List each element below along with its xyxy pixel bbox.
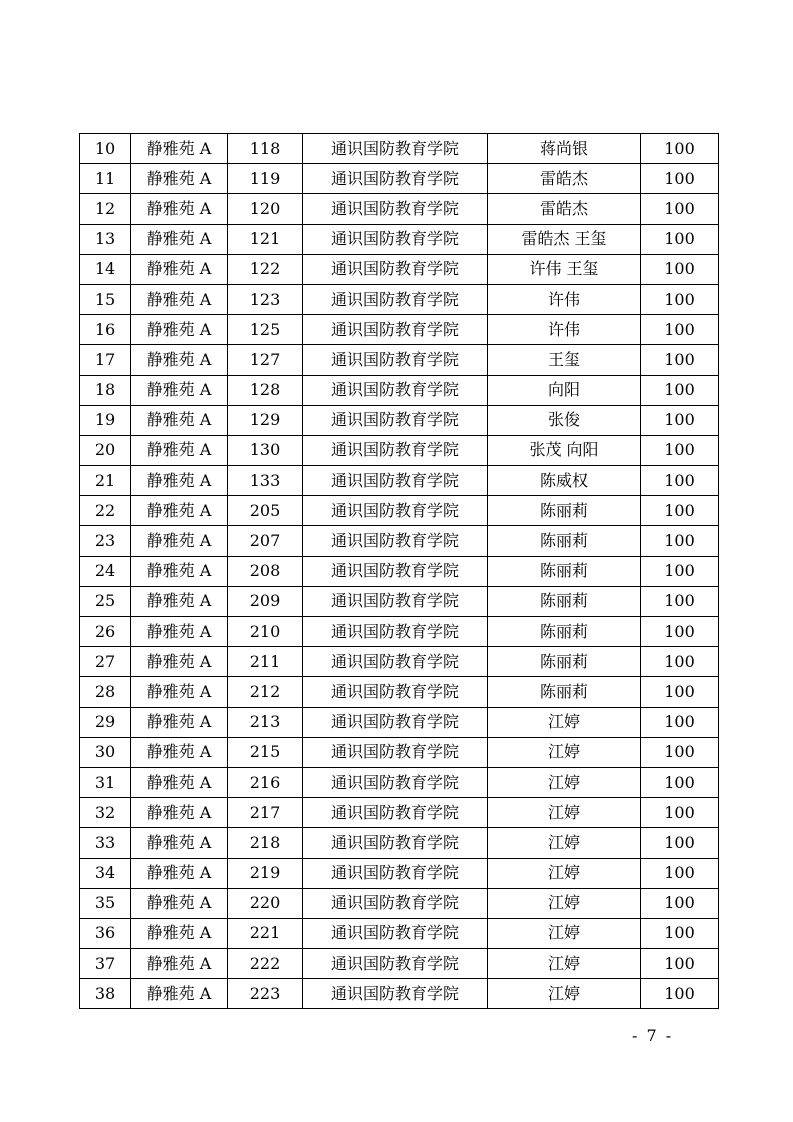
- row-index-cell: 19: [80, 405, 131, 435]
- counselor-cell: 江婷: [488, 707, 641, 737]
- room-number-cell: 211: [228, 647, 303, 677]
- score-cell: 100: [641, 979, 719, 1009]
- building-cell: 静雅苑 A: [131, 828, 228, 858]
- score-cell: 100: [641, 194, 719, 224]
- building-cell: 静雅苑 A: [131, 345, 228, 375]
- room-number-cell: 129: [228, 405, 303, 435]
- college-cell: 通识国防教育学院: [303, 918, 488, 948]
- row-index-cell: 35: [80, 888, 131, 918]
- room-number-cell: 223: [228, 979, 303, 1009]
- college-cell: 通识国防教育学院: [303, 345, 488, 375]
- score-cell: 100: [641, 315, 719, 345]
- college-cell: 通识国防教育学院: [303, 284, 488, 314]
- room-number-cell: 217: [228, 798, 303, 828]
- table-row: [80, 586, 719, 616]
- college-cell: 通识国防教育学院: [303, 466, 488, 496]
- table-row: [80, 888, 719, 918]
- table-row: [80, 134, 719, 164]
- row-index-cell: 37: [80, 949, 131, 979]
- college-cell: 通识国防教育学院: [303, 556, 488, 586]
- building-cell: 静雅苑 A: [131, 707, 228, 737]
- building-cell: 静雅苑 A: [131, 194, 228, 224]
- college-cell: 通识国防教育学院: [303, 375, 488, 405]
- college-cell: 通识国防教育学院: [303, 858, 488, 888]
- building-cell: 静雅苑 A: [131, 888, 228, 918]
- room-number-cell: 221: [228, 918, 303, 948]
- table-row: [80, 254, 719, 284]
- counselor-cell: 雷皓杰: [488, 194, 641, 224]
- counselor-cell: 陈威权: [488, 466, 641, 496]
- counselor-cell: 王玺: [488, 345, 641, 375]
- score-cell: 100: [641, 224, 719, 254]
- counselor-cell: 许伟: [488, 315, 641, 345]
- building-cell: 静雅苑 A: [131, 254, 228, 284]
- table-row: [80, 315, 719, 345]
- building-cell: 静雅苑 A: [131, 767, 228, 797]
- counselor-cell: 向阳: [488, 375, 641, 405]
- table-row: [80, 737, 719, 767]
- college-cell: 通识国防教育学院: [303, 194, 488, 224]
- counselor-cell: 江婷: [488, 828, 641, 858]
- building-cell: 静雅苑 A: [131, 918, 228, 948]
- room-number-cell: 218: [228, 828, 303, 858]
- score-cell: 100: [641, 888, 719, 918]
- row-index-cell: 17: [80, 345, 131, 375]
- row-index-cell: 31: [80, 767, 131, 797]
- college-cell: 通识国防教育学院: [303, 737, 488, 767]
- college-cell: 通识国防教育学院: [303, 526, 488, 556]
- score-cell: 100: [641, 435, 719, 465]
- score-cell: 100: [641, 677, 719, 707]
- score-cell: 100: [641, 586, 719, 616]
- row-index-cell: 12: [80, 194, 131, 224]
- building-cell: 静雅苑 A: [131, 284, 228, 314]
- table-row: [80, 375, 719, 405]
- building-cell: 静雅苑 A: [131, 405, 228, 435]
- table-row: [80, 647, 719, 677]
- counselor-cell: 江婷: [488, 979, 641, 1009]
- row-index-cell: 14: [80, 254, 131, 284]
- college-cell: 通识国防教育学院: [303, 164, 488, 194]
- room-number-cell: 220: [228, 888, 303, 918]
- score-cell: 100: [641, 496, 719, 526]
- building-cell: 静雅苑 A: [131, 315, 228, 345]
- college-cell: 通识国防教育学院: [303, 224, 488, 254]
- room-number-cell: 210: [228, 617, 303, 647]
- college-cell: 通识国防教育学院: [303, 496, 488, 526]
- table-row: [80, 949, 719, 979]
- table-row: [80, 526, 719, 556]
- counselor-cell: 陈丽莉: [488, 647, 641, 677]
- counselor-cell: 陈丽莉: [488, 586, 641, 616]
- row-index-cell: 28: [80, 677, 131, 707]
- building-cell: 静雅苑 A: [131, 134, 228, 164]
- score-cell: 100: [641, 345, 719, 375]
- counselor-cell: 江婷: [488, 858, 641, 888]
- building-cell: 静雅苑 A: [131, 737, 228, 767]
- counselor-cell: 江婷: [488, 737, 641, 767]
- table-row: [80, 345, 719, 375]
- room-number-cell: 222: [228, 949, 303, 979]
- college-cell: 通识国防教育学院: [303, 707, 488, 737]
- college-cell: 通识国防教育学院: [303, 979, 488, 1009]
- building-cell: 静雅苑 A: [131, 496, 228, 526]
- counselor-cell: 张茂 向阳: [488, 435, 641, 465]
- counselor-cell: 蒋尚银: [488, 134, 641, 164]
- table-row: [80, 858, 719, 888]
- score-cell: 100: [641, 164, 719, 194]
- college-cell: 通识国防教育学院: [303, 647, 488, 677]
- college-cell: 通识国防教育学院: [303, 949, 488, 979]
- row-index-cell: 33: [80, 828, 131, 858]
- table-row: [80, 556, 719, 586]
- building-cell: 静雅苑 A: [131, 164, 228, 194]
- college-cell: 通识国防教育学院: [303, 435, 488, 465]
- row-index-cell: 38: [80, 979, 131, 1009]
- row-index-cell: 34: [80, 858, 131, 888]
- room-number-cell: 119: [228, 164, 303, 194]
- room-number-cell: 219: [228, 858, 303, 888]
- row-index-cell: 23: [80, 526, 131, 556]
- counselor-cell: 江婷: [488, 918, 641, 948]
- room-number-cell: 123: [228, 284, 303, 314]
- row-index-cell: 26: [80, 617, 131, 647]
- score-cell: 100: [641, 858, 719, 888]
- building-cell: 静雅苑 A: [131, 556, 228, 586]
- room-number-cell: 216: [228, 767, 303, 797]
- row-index-cell: 25: [80, 586, 131, 616]
- college-cell: 通识国防教育学院: [303, 677, 488, 707]
- room-number-cell: 133: [228, 466, 303, 496]
- building-cell: 静雅苑 A: [131, 586, 228, 616]
- college-cell: 通识国防教育学院: [303, 586, 488, 616]
- score-cell: 100: [641, 254, 719, 284]
- score-cell: 100: [641, 526, 719, 556]
- table-row: [80, 617, 719, 647]
- score-cell: 100: [641, 375, 719, 405]
- counselor-cell: 雷皓杰: [488, 164, 641, 194]
- room-number-cell: 212: [228, 677, 303, 707]
- room-number-cell: 205: [228, 496, 303, 526]
- row-index-cell: 10: [80, 134, 131, 164]
- page-number: - 7 -: [632, 1026, 674, 1045]
- dormitory-score-table: [79, 133, 719, 1009]
- counselor-cell: 江婷: [488, 767, 641, 797]
- building-cell: 静雅苑 A: [131, 526, 228, 556]
- college-cell: 通识国防教育学院: [303, 405, 488, 435]
- row-index-cell: 18: [80, 375, 131, 405]
- table-row: [80, 466, 719, 496]
- building-cell: 静雅苑 A: [131, 798, 228, 828]
- row-index-cell: 30: [80, 737, 131, 767]
- room-number-cell: 213: [228, 707, 303, 737]
- counselor-cell: 陈丽莉: [488, 677, 641, 707]
- table-row: [80, 798, 719, 828]
- counselor-cell: 雷皓杰 王玺: [488, 224, 641, 254]
- row-index-cell: 16: [80, 315, 131, 345]
- score-cell: 100: [641, 737, 719, 767]
- college-cell: 通识国防教育学院: [303, 134, 488, 164]
- row-index-cell: 36: [80, 918, 131, 948]
- table-row: [80, 405, 719, 435]
- score-cell: 100: [641, 707, 719, 737]
- counselor-cell: 许伟 王玺: [488, 254, 641, 284]
- counselor-cell: 江婷: [488, 949, 641, 979]
- college-cell: 通识国防教育学院: [303, 798, 488, 828]
- row-index-cell: 32: [80, 798, 131, 828]
- building-cell: 静雅苑 A: [131, 224, 228, 254]
- score-cell: 100: [641, 466, 719, 496]
- row-index-cell: 27: [80, 647, 131, 677]
- score-cell: 100: [641, 767, 719, 797]
- score-cell: 100: [641, 284, 719, 314]
- counselor-cell: 江婷: [488, 888, 641, 918]
- table-row: [80, 767, 719, 797]
- room-number-cell: 207: [228, 526, 303, 556]
- room-number-cell: 215: [228, 737, 303, 767]
- room-number-cell: 127: [228, 345, 303, 375]
- score-cell: 100: [641, 798, 719, 828]
- score-cell: 100: [641, 556, 719, 586]
- table-row: [80, 435, 719, 465]
- room-number-cell: 128: [228, 375, 303, 405]
- room-number-cell: 130: [228, 435, 303, 465]
- score-cell: 100: [641, 647, 719, 677]
- counselor-cell: 陈丽莉: [488, 617, 641, 647]
- college-cell: 通识国防教育学院: [303, 828, 488, 858]
- college-cell: 通识国防教育学院: [303, 767, 488, 797]
- table-row: [80, 224, 719, 254]
- table-body: [80, 134, 719, 1009]
- row-index-cell: 13: [80, 224, 131, 254]
- score-cell: 100: [641, 949, 719, 979]
- table-row: [80, 677, 719, 707]
- building-cell: 静雅苑 A: [131, 435, 228, 465]
- table-row: [80, 164, 719, 194]
- building-cell: 静雅苑 A: [131, 466, 228, 496]
- room-number-cell: 125: [228, 315, 303, 345]
- row-index-cell: 29: [80, 707, 131, 737]
- counselor-cell: 许伟: [488, 284, 641, 314]
- table-row: [80, 194, 719, 224]
- building-cell: 静雅苑 A: [131, 949, 228, 979]
- table-row: [80, 979, 719, 1009]
- room-number-cell: 122: [228, 254, 303, 284]
- counselor-cell: 江婷: [488, 798, 641, 828]
- room-number-cell: 118: [228, 134, 303, 164]
- room-number-cell: 209: [228, 586, 303, 616]
- counselor-cell: 陈丽莉: [488, 496, 641, 526]
- score-cell: 100: [641, 134, 719, 164]
- college-cell: 通识国防教育学院: [303, 888, 488, 918]
- counselor-cell: 陈丽莉: [488, 556, 641, 586]
- table-row: [80, 284, 719, 314]
- room-number-cell: 120: [228, 194, 303, 224]
- row-index-cell: 24: [80, 556, 131, 586]
- row-index-cell: 22: [80, 496, 131, 526]
- building-cell: 静雅苑 A: [131, 617, 228, 647]
- row-index-cell: 21: [80, 466, 131, 496]
- score-cell: 100: [641, 405, 719, 435]
- counselor-cell: 陈丽莉: [488, 526, 641, 556]
- college-cell: 通识国防教育学院: [303, 254, 488, 284]
- counselor-cell: 张俊: [488, 405, 641, 435]
- building-cell: 静雅苑 A: [131, 677, 228, 707]
- room-number-cell: 121: [228, 224, 303, 254]
- table-row: [80, 707, 719, 737]
- score-cell: 100: [641, 828, 719, 858]
- room-number-cell: 208: [228, 556, 303, 586]
- building-cell: 静雅苑 A: [131, 375, 228, 405]
- table-row: [80, 918, 719, 948]
- score-cell: 100: [641, 918, 719, 948]
- table-row: [80, 828, 719, 858]
- building-cell: 静雅苑 A: [131, 858, 228, 888]
- building-cell: 静雅苑 A: [131, 647, 228, 677]
- building-cell: 静雅苑 A: [131, 979, 228, 1009]
- college-cell: 通识国防教育学院: [303, 617, 488, 647]
- table-row: [80, 496, 719, 526]
- row-index-cell: 15: [80, 284, 131, 314]
- college-cell: 通识国防教育学院: [303, 315, 488, 345]
- row-index-cell: 11: [80, 164, 131, 194]
- row-index-cell: 20: [80, 435, 131, 465]
- score-cell: 100: [641, 617, 719, 647]
